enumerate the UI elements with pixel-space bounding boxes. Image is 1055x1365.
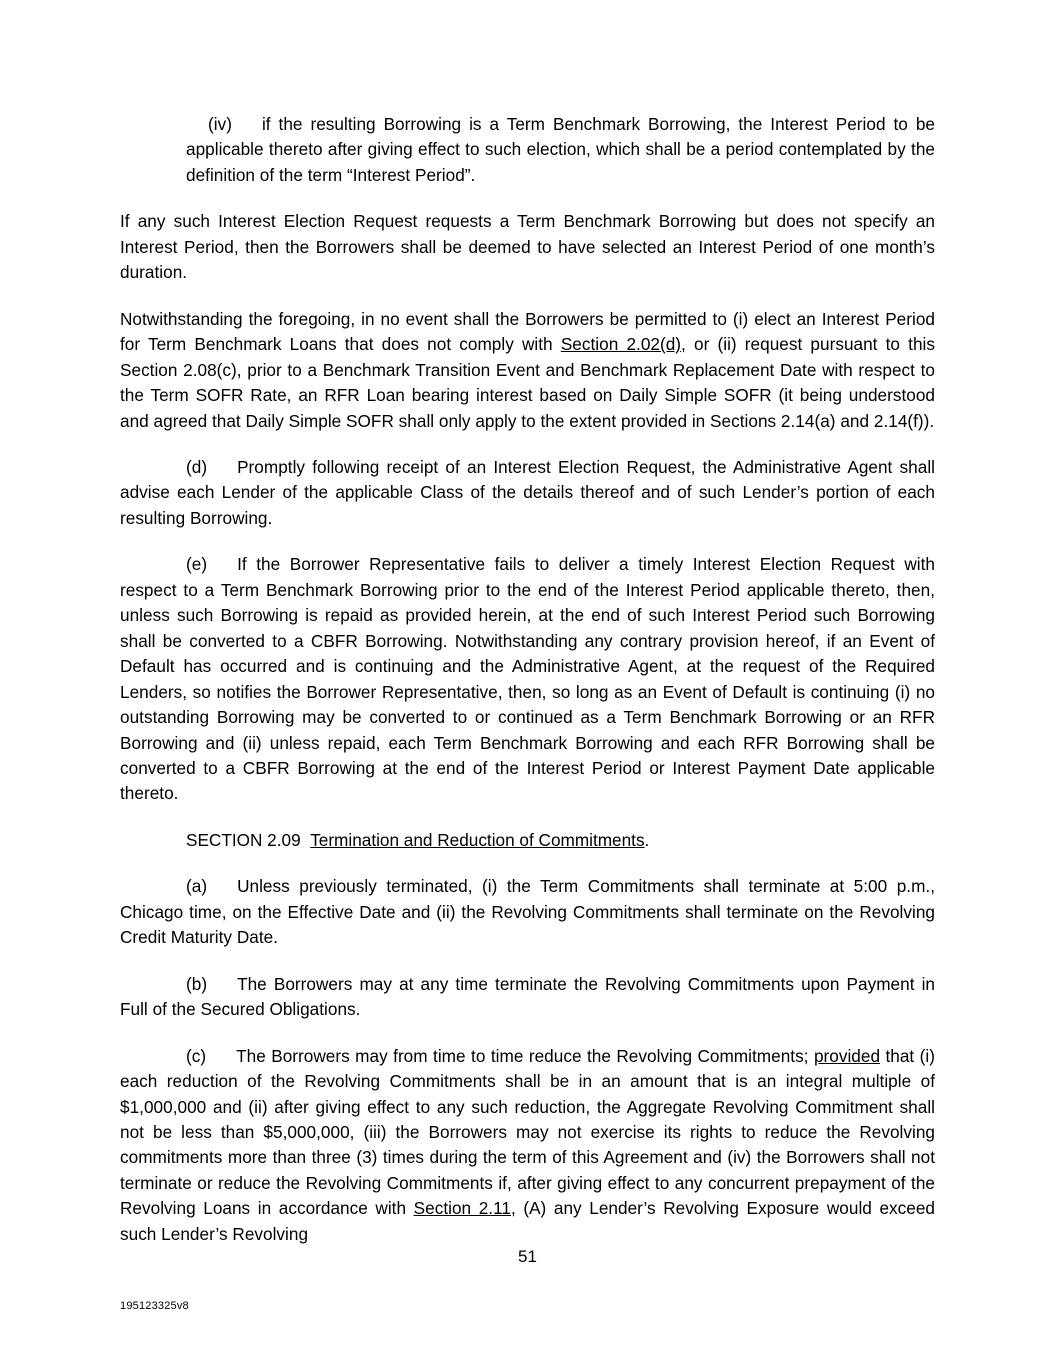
clause-text: The Borrowers may at any time terminate the Revolving Commitments upon Payment in Full of the Secured Obligations. <box>120 973 935 1020</box>
clause-marker: (c) <box>186 1045 207 1066</box>
clause-text: Promptly following receipt of an Interest Election Request, the Administrative Agent shall advise each Lender of the applicable Class of the details thereof and of such Lender’s portion of each resulting Borrowing. <box>120 456 935 528</box>
clause-text: if the resulting Borrowing is a Term Benchmark Borrowing, the Interest Period to be applicable thereto after giving effect to such election, which shall be a period contemplated by the definition of the term “Interest Period”. <box>186 114 935 185</box>
clause-marker: (e) <box>186 554 208 575</box>
section-trailing: . <box>644 829 650 850</box>
paragraph-clause-b <box>120 972 935 1023</box>
emphasis-provided: provided <box>813 1045 881 1066</box>
clause-text: If the Borrower Representative fails to deliver a timely Interest Election Request with respect to a Term Benchmark Borrowing prior to the end of the Interest Period applicable thereto, then, unless such Borrowing is repaid as provided herein, at the end of such Interest Period such Borrowing shall be converted to a CBFR Borrowing. Notwithstanding any contrary provision hereof, if an Event of Default has occurred and is continuing and the Administrative Agent, at the request of the Required Lenders, so notifies the Borrower Representative, then, so long as an Event of Default is continuing (i) no outstanding Borrowing may be converted to or continued as a Term Benchmark Borrowing or an RFR Borrowing and (ii) unless repaid, each Term Benchmark Borrowing and each RFR Borrowing shall be converted to a CBFR Borrowing at the end of the Interest Period or Interest Payment Date applicable thereto. <box>120 554 935 804</box>
paragraph-text-before: Notwithstanding the foregoing, in no event shall the Borrowers be permitted to (i) elect an Interest Period for Term Benchmark Loans that does not comply with <box>120 308 935 355</box>
paragraph-clause-iv <box>186 112 935 188</box>
document-id-footer: 195123325v8 <box>120 1300 189 1312</box>
clause-text-1: The Borrowers may from time to time reduce the Revolving Commitments; <box>236 1045 814 1066</box>
cross-reference-section-2-11[interactable]: Section 2.11 <box>413 1198 511 1219</box>
paragraph-notwithstanding <box>120 307 935 434</box>
paragraph-clause-d <box>120 455 935 531</box>
paragraph-text-after: , or (ii) request pursuant to this Section 2.08(c), prior to a Benchmark Transition Event and Benchmark Replacement Date with respect to the Term SOFR Rate, an RFR Loan bearing interest based on Daily Simple SOFR (it being understood and agreed that Daily Simple SOFR shall only apply to the extent provided in Sections 2.14(a) and 2.14(f)). <box>120 334 935 431</box>
paragraph-text: If any such Interest Election Request requests a Term Benchmark Borrowing but does not specify an Interest Period, then the Borrowers shall be deemed to have selected an Interest Period of one month’s duration. <box>120 211 935 283</box>
clause-marker: (a) <box>186 876 208 897</box>
page-number: 51 <box>518 1247 537 1266</box>
clause-text-2: that (i) each reduction of the Revolving Commitments shall be in an amount that is an integral multiple of $1,000,000 and (ii) after giving effect to any such reduction, the Aggregate Revolving Commitment shall not be less than $5,000,000, (iii) the Borrowers may not exercise its rights to reduce the Revolving commitments more than three (3) times during the term of this Agreement and (iv) the Borrowers shall not terminate or reduce the Revolving Commitments if, after giving effect to any concurrent prepayment of the Revolving Loans in accordance with <box>120 1045 935 1219</box>
section-title: Termination and Reduction of Commitments <box>310 829 645 850</box>
clause-text: Unless previously terminated, (i) the Term Commitments shall terminate at 5:00 p.m., Chicago time, on the Effective Date and (ii) the Revolving Commitments shall terminate on the Revolving Credit Maturity Date. <box>120 876 935 948</box>
paragraph-clause-a <box>120 874 935 950</box>
section-number: SECTION 2.09 <box>186 829 301 850</box>
clause-marker: (d) <box>186 456 208 477</box>
paragraph-clause-c <box>120 1044 935 1248</box>
clause-marker: (b) <box>186 973 208 994</box>
paragraph-interest-election <box>120 209 935 285</box>
clause-marker: (iv) <box>208 114 232 134</box>
cross-reference-section-2-02-d[interactable]: Section 2.02(d) <box>560 334 682 355</box>
paragraph-clause-e <box>120 552 935 807</box>
clause-text-3: , (A) any Lender’s Revolving Exposure would exceed such Lender’s Revolving <box>120 1198 935 1244</box>
section-heading-2-09 <box>120 828 935 853</box>
